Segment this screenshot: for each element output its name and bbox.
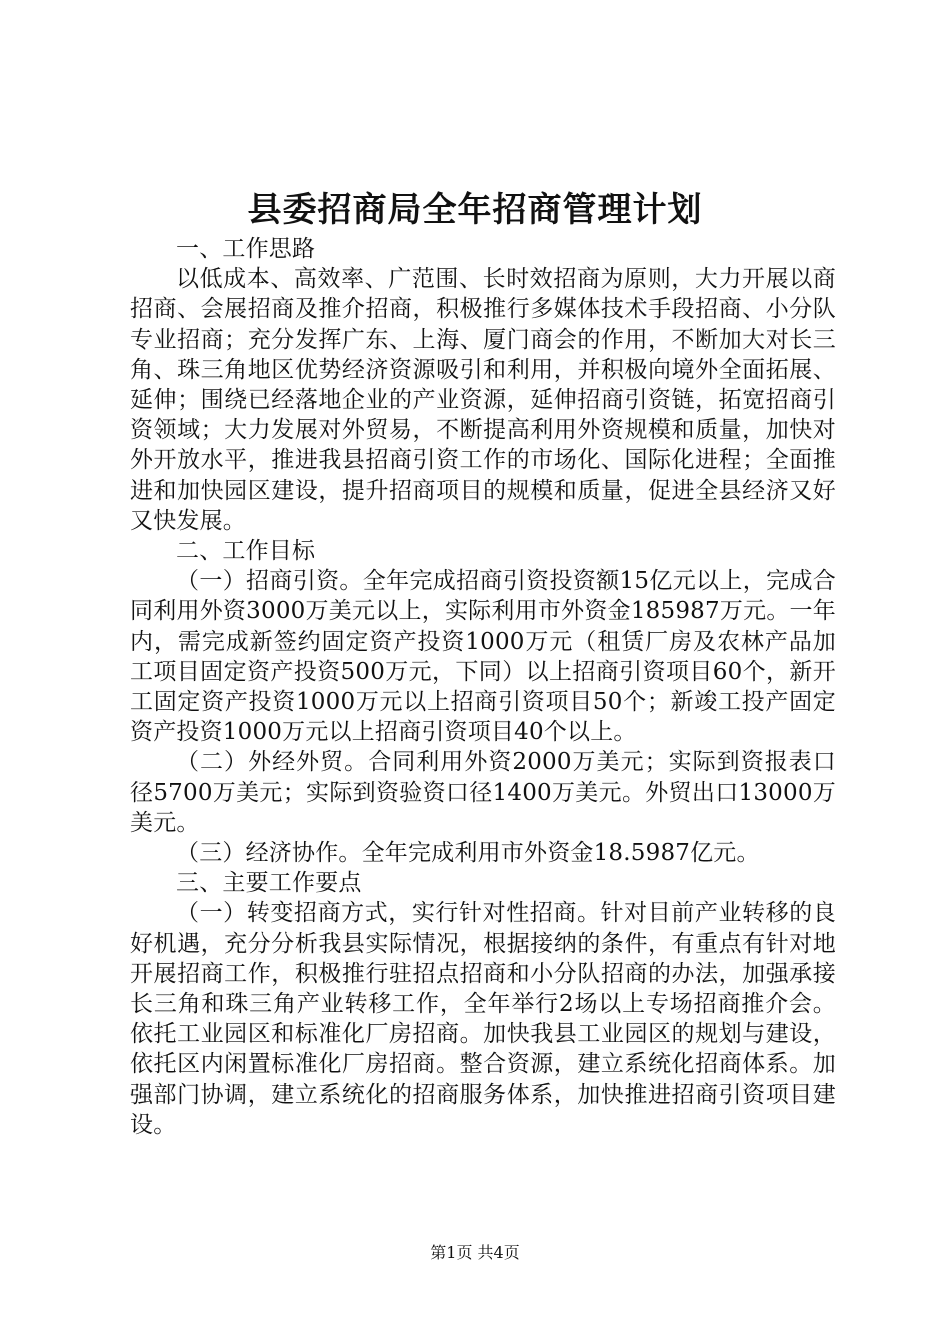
paragraph-work-approach: 以低成本、高效率、广范围、长时效招商为原则，大力开展以商招商、会展招商及推介招商，积极推行多媒体技术手段招商、小分队专业招商；充分发挥广东、上海、厦门商会的作用，不断加大对长三角、珠三角地区优势经济资源吸引和利用，并积极向境外全面拓展、延伸；围绕已经落地企业的产业资源，延伸招商引资链，拓宽招商引资领域；大力发展对外贸易，不断提高利用外资规模和质量，加快对外开放水平，推进我县招商引资工作的市场化、国际化进程；全面推进和加快园区建设，提升招商项目的规模和质量，促进全县经济又好又快发展。 xyxy=(130,266,836,534)
section-heading-3: 三、主要工作要点 xyxy=(176,870,362,897)
paragraph-investment-target: （一）招商引资。全年完成招商引资投资额15亿元以上，完成合同利用外资3000万美元以上，实际利用市外资金185987万元。一年内，需完成新签约固定资产投资1000万元（租赁厂房及农林产品加工项目固定资产投资500万元，下同）以上招商引资项目60个，新开工固定资产投资1000万元以上招商引资项目50个；新竣工投产固定资产投资1000万元以上招商引资项目40个以上。 xyxy=(130,568,836,746)
document-title: 县委招商局全年招商管理计划 xyxy=(247,190,703,230)
page-footer: 第1页 共4页 xyxy=(430,1243,520,1262)
section-heading-1: 一、工作思路 xyxy=(176,236,316,262)
document-body xyxy=(130,234,836,1140)
paragraph-work-points-1: （一）转变招商方式，实行针对性招商。针对目前产业转移的良好机遇，充分分析我县实际情况，根据接纳的条件，有重点有针对地开展招商工作，积极推行驻招点招商和小分队招商的办法，加强承接长三角和珠三角产业转移工作，全年举行2场以上专场招商推介会。依托工业园区和标准化厂房招商。加快我县工业园区的规划与建设，依托区内闲置标准化厂房招商。整合资源，建立系统化招商体系。加强部门协调，建立系统化的招商服务体系，加快推进招商引资项目建设。 xyxy=(130,900,836,1138)
paragraph-economic-cooperation-target: （三）经济协作。全年完成利用市外资金18.5987亿元。 xyxy=(176,840,760,867)
section-heading-2: 二、工作目标 xyxy=(176,538,316,565)
paragraph-foreign-trade-target: （二）外经外贸。合同利用外资2000万美元；实际到资报表口径5700万美元；实际到资验资口径1400万美元。外贸出口13000万美元。 xyxy=(130,749,836,836)
